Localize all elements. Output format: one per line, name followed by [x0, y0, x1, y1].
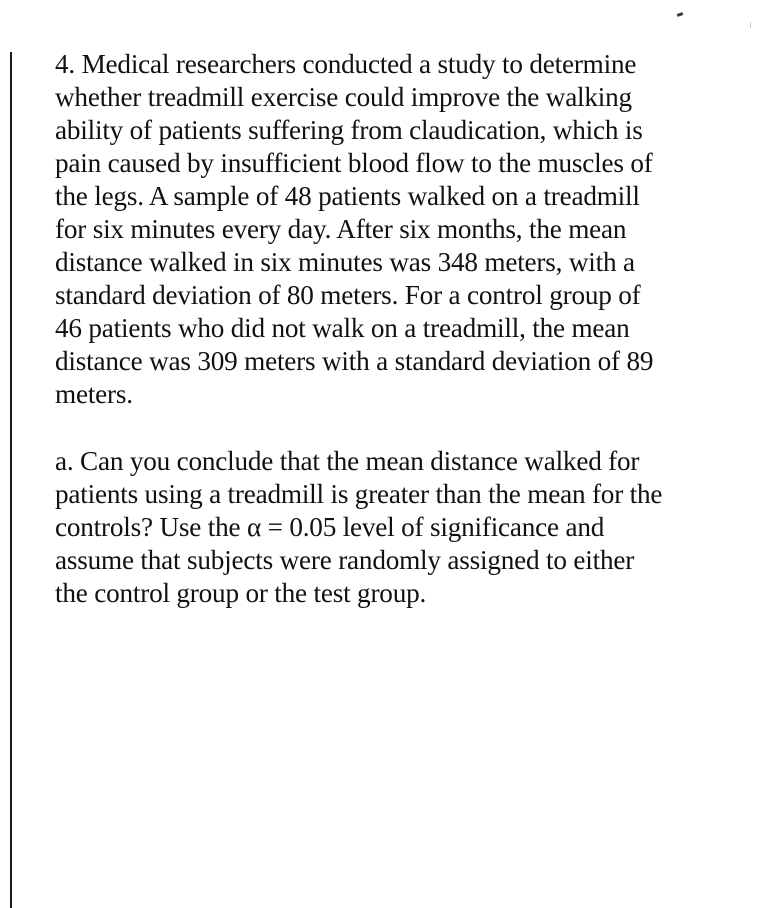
- scan-mark: [677, 12, 684, 17]
- left-margin-rule: [10, 52, 12, 908]
- part-a-question: a. Can you conclude that the mean distance walked for patients using a treadmill is greater than the mean for the controls? Use the α = 0.05 level of significance and assume that subjects were randomly assigned to either the control group or the test group.: [55, 446, 663, 608]
- problem-statement: 4. Medical researchers conducted a study to determine whether treadmill exercise could improve the walking ability of patients suffering from claudication, which is pain caused by insufficient blood flow to the muscles of the legs. A sample of 48 patients walked on a treadmill for six minutes every day. After six months, the mean distance walked in six minutes was 348 meters, with a standard deviation of 80 meters. For a control group of 46 patients who did not walk on a treadmill, the mean distance was 309 meters with a standard deviation of 89 meters.: [55, 49, 654, 409]
- scan-tick: [750, 22, 751, 28]
